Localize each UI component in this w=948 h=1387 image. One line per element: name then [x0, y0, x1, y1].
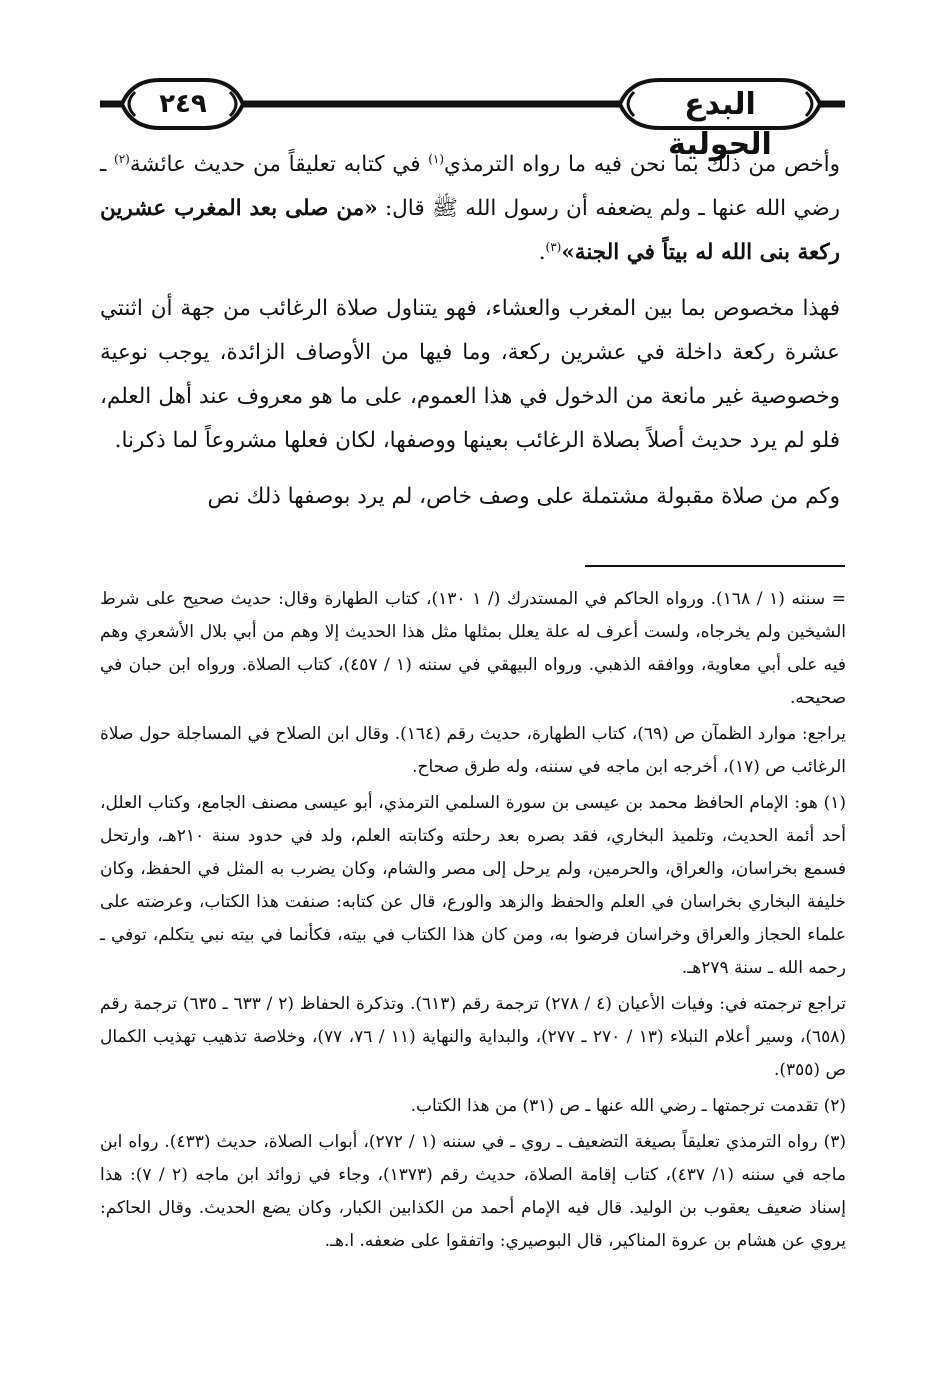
footnote-ref-1: (١) — [428, 151, 445, 166]
footnote-ref-3: (٣) — [545, 239, 562, 254]
footnotes — [100, 583, 846, 1258]
page-number: ٢٤٩ — [159, 89, 207, 119]
paragraph-3: وكم من صلاة مقبولة مشتملة على وصف خاص، لم يرد بوصفها ذلك نص — [207, 484, 840, 509]
footnote-1-sources: تراجع ترجمته في: وفيات الأعيان (٤ / ٢٧٨) ترجمة رقم (٦١٣). وتذكرة الحفاظ (٢ / ٦٣٣ ـ ٦٣٥) ترجمة رقم (٦٥٨)، وسير أعلام النبلاء (١٣ / ٢٧٠ ـ ٢٧٧)، والبداية والنهاية (١١ / ٧٦، ٧٧)، وخلاصة تذهيب تهذيب الكمال ص (٣٥٥). — [100, 994, 846, 1080]
paragraph-2: فهذا مخصوص بما بين المغرب والعشاء، فهو يتناول صلاة الرغائب من جهة أن اثنتي عشرة ركعة داخلة في عشرين ركعة، وما فيها من الأوصاف الزائدة، يوجب نوعية وخصوصية غير مانعة من الدخول في هذا العموم، على ما هو معروف عند أهل العلم، فلو لم يرد حديث أصلاً بصلاة الرغائب بعينها ووصفها، لكان فعلها مشروعاً لما ذكرنا. — [100, 296, 840, 453]
p1-text-b: في كتابه تعليقاً من حديث عائشة — [129, 152, 429, 177]
footnote-continuation-2: يراجع: موارد الظمآن ص (٦٩)، كتاب الطهارة، حديث رقم (١٦٤). وقال ابن الصلاح في المساجلة حول صلاة الرغائب ص (١٧)، أخرجه ابن ماجه في سننه، وله طرق صحاح. — [100, 724, 847, 777]
p1-text-a: وأخص من ذلك بما نحن فيه ما رواه الترمذي — [444, 152, 840, 177]
hadith-quote: «من صلى بعد المغرب عشرين ركعة بنى الله له بيتاً في الجنة» — [100, 196, 840, 265]
running-header — [0, 0, 948, 162]
paragraph-1 — [100, 143, 840, 275]
footnote-3: (٣) رواه الترمذي تعليقاً بصيغة التضعيف ـ روي ـ في سننه (١ / ٢٧٢)، أبواب الصلاة، حديث (٤٣٣). رواه ابن ماجه في سننه (١/ ٤٣٧)، كتاب إقامة الصلاة، حديث رقم (١٣٧٣)، وجاء في زوائد ابن ماجه (٢ / ٧): هذا إسناد ضعيف يعقوب بن الوليد. قال فيه الإمام أحمد من الكذابين الكبار، وكان يضع الحديث. وقال الحاكم: يروي عن هشام بن عروة المناكير، قال البوصيري: واتفقوا على ضعفه. ا.هـ. — [100, 1132, 846, 1251]
footnote-separator — [585, 565, 845, 567]
p1-end: . — [538, 240, 546, 265]
main-text — [100, 143, 840, 519]
footnote-continuation-1: = سننه (١ / ١٦٨). ورواه الحاكم في المستدرك (/ ١ ١٣٠)، كتاب الطهارة وقال: حديث صحيح على شرط الشيخين ولم يخرجاه، ولست أعرف له علة يعلل بمثلها مثل هذا الحديث إلا وهم من أبي بلال الأشعري وهم فيه على أبي معاوية، ووافقه الذهبي. ورواه البيهقي في سننه (١ / ٤٥٧)، كتاب الصلاة. ورواه ابن حبان في صحيحه. — [100, 589, 846, 708]
header-ornament — [0, 0, 948, 162]
running-title: البدع الحولية — [668, 87, 772, 162]
footnote-2: (٢) تقدمت ترجمتها ـ رضي الله عنها ـ ص (٣١) من هذا الكتاب. — [410, 1096, 846, 1116]
footnote-ref-2: (٢) — [114, 151, 130, 166]
p1-text-c: ـ رضي الله عنها ـ ولم يضعفه أن رسول الله ﷺ قال: — [100, 152, 840, 221]
footnote-1: (١) هو: الإمام الحافظ محمد بن عيسى بن سورة السلمي الترمذي، أبو عيسى مصنف الجامع، وكتاب العلل، أحد أئمة الحديث، وتلميذ البخاري، فقد بصره بعد رحلته وكتابته العلم، ولد في حدود سنة ٢١٠هـ، وارتحل فسمع بخراسان، والعراق، والحرمين، ولم يرحل إلى مصر والشام، وكان يضرب به المثل في الحفظ، وكان خليفة البخاري بخراسان في العلم والحفظ والزهد والورع، قال عن كتابه: صنفت هذا الكتاب، وعرضته على علماء الحجاز والعراق وخراسان فرضوا به، ومن كان هذا الكتاب في بيته، فكأنما في بيته نبي يتكلم، توفي ـ رحمه الله ـ سنة ٢٧٩هـ. — [100, 793, 846, 978]
